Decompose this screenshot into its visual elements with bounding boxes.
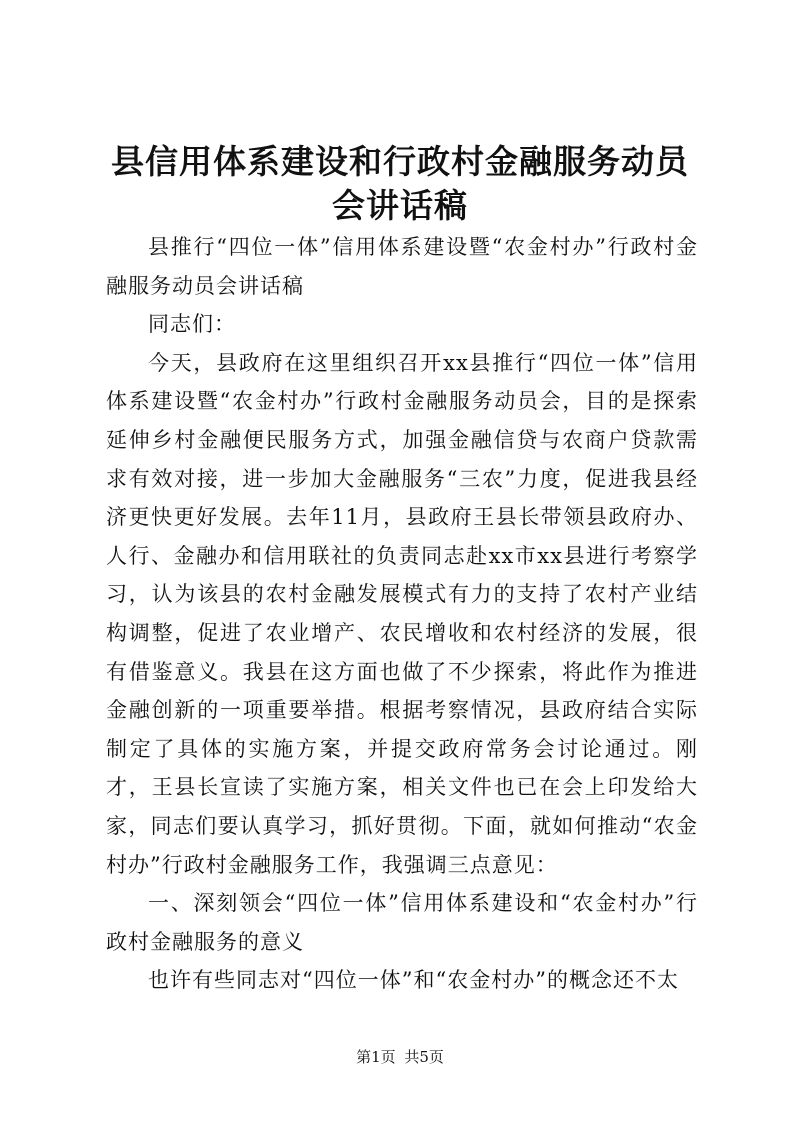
salutation-paragraph: 同志们：	[148, 312, 236, 337]
section-heading: 一、深刻领会“四位一体”信用体系建设和“农金村办”行政村金融服务的意义	[106, 891, 698, 954]
subtitle-paragraph: 县推行“四位一体”信用体系建设暨“农金村办”行政村金融服务动员会讲话稿	[106, 235, 698, 298]
body-paragraph: 也许有些同志对“四位一体”和“农金村办”的概念还不太	[148, 968, 679, 993]
document-title: 县信用体系建设和行政村金融服务动员会讲话稿	[111, 142, 689, 225]
page-total: 共5页	[404, 1048, 444, 1066]
body-paragraph: 今天，县政府在这里组织召开xx县推行“四位一体”信用体系建设暨“农金村办”行政村金融服务动员会，目的是探索延伸乡村金融便民服务方式，加强金融信贷与农商户贷款需求有效对接，进一步加大金融服务“三农”力度，促进我县经济更快更好发展。去年11月，县政府王县长带领县政府办、人行、金融办和信用联社的负责同志赴xx市xx县进行考察学习，认为该县的农村金融发展模式有力的支持了农村产业结构调整，促进了农业增产、农民增收和农村经济的发展，很有借鉴意义。我县在这方面也做了不少探索，将此作为推进金融创新的一项重要举措。根据考察情况，县政府结合实际制定了具体的实施方案，并提交政府常务会讨论通过。刚才，王县长宣读了实施方案，相关文件也已在会上印发给大家，同志们要认真学习，抓好贯彻。下面，就如何推动“农金村办”行政村金融服务工作，我强调三点意见：	[106, 350, 698, 877]
page-number: 第1页	[356, 1048, 396, 1066]
document-body	[106, 228, 698, 1000]
page-footer	[0, 1047, 800, 1067]
